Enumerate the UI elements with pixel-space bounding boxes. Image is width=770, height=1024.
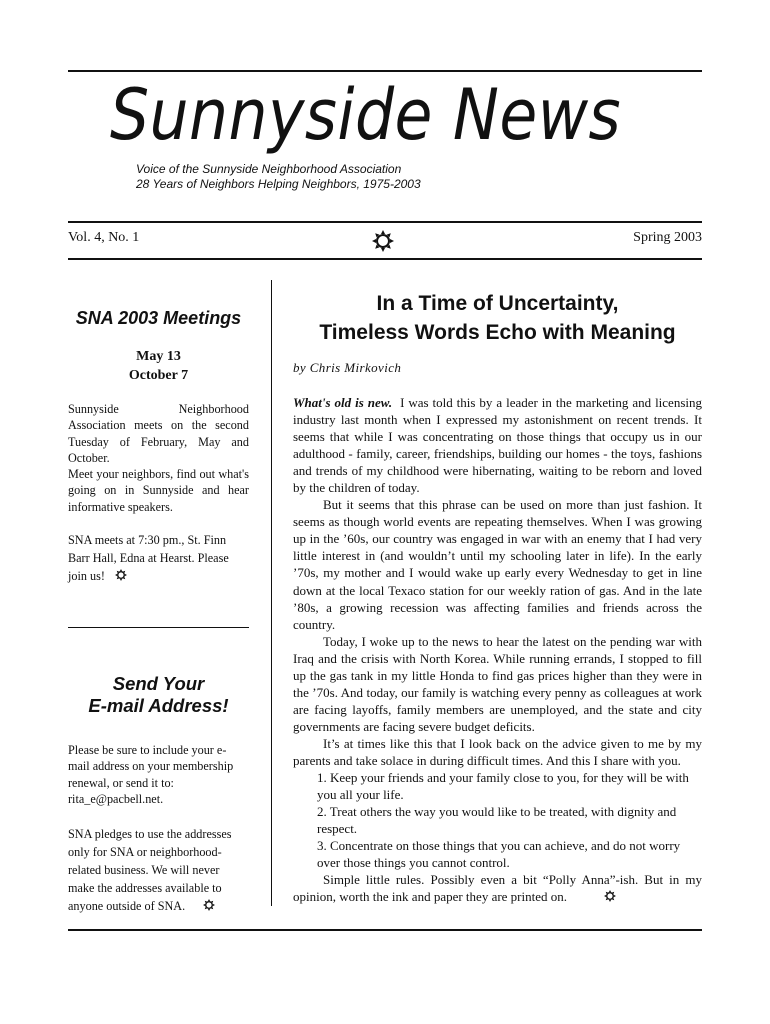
article-paragraph-5-text: Simple little rules. Possibly even a bit “Polly Anna”-ish. But in my opinion, worth the ink and paper they are printed on. — [293, 872, 702, 905]
meetings-location-block — [68, 531, 249, 585]
article-body — [293, 394, 702, 906]
sun-icon — [372, 230, 394, 257]
meeting-date-2: October 7 — [128, 368, 189, 383]
article-headline-line-1: In a Time of Uncertainty, — [376, 292, 619, 315]
end-mark-icon — [574, 889, 616, 906]
article-headline — [293, 289, 702, 347]
meeting-date-1: May 13 — [136, 349, 181, 364]
masthead-tagline-1: Voice of the Sunnyside Neighborhood Association — [136, 162, 402, 176]
email-heading — [68, 673, 249, 717]
email-instructions-text: Please be sure to include your e-mail address on your membership renewal, or send it to: rita_e@pacbell.net. — [68, 743, 234, 806]
email-heading-line-2: E-mail Address! — [88, 695, 229, 716]
article-paragraph-1-text: I was told this by a leader in the marketing and licensing industry last month when I expressed my astonishment on recent trends. It seems that while I was concentrating on those things that occupy us in our adulthood - family, career, friendships, building our homes - the toys, fashions and trends of my childhood were hibernating, waiting to be reborn and loved by the children of today. — [293, 395, 703, 496]
article-byline: by Chris Mirkovich — [293, 360, 402, 375]
column-divider — [271, 280, 272, 906]
top-rule — [68, 70, 702, 72]
meetings-heading: SNA 2003 Meetings — [75, 308, 242, 328]
article-paragraph-4: It’s at times like this that I look back on the advice given to me by my parents and take solace in during difficult times. And this I share with you. — [293, 735, 702, 768]
article-rule-1: 1. Keep your friends and your family close to you, for they will be with you all your life. — [317, 770, 689, 803]
volume-top-rule — [68, 221, 702, 223]
end-mark-icon — [115, 569, 127, 581]
article-lead-in: What's old is new. — [293, 395, 393, 410]
email-privacy-block — [68, 825, 244, 916]
masthead-title: Sunnyside News — [110, 74, 622, 156]
article-rule-2: 2. Treat others the way you would like to be treated, with dignity and respect. — [317, 804, 677, 837]
article-headline-line-2: Timeless Words Echo with Meaning — [319, 321, 676, 344]
issue-season: Spring 2003 — [633, 230, 702, 245]
volume-bottom-rule — [68, 258, 702, 260]
meeting-dates — [68, 347, 249, 385]
article-paragraph-3: Today, I woke up to the news to hear the latest on the pending war with Iraq and the crisis with North Korea. While running errands, I stopped to fill up the gas tank in my little Honda to find gas prices higher than they were in the ’70s. And today, our family is watching every penny as colleagues at work are facing layoffs, family members are unemployed, and the state and city governments are facing severe budget deficits. — [293, 633, 702, 734]
end-mark-icon — [203, 898, 215, 916]
email-privacy-text: SNA pledges to use the addresses only for SNA or neighborhood-related business. We will never make the addresses available to anyone outside of SNA. — [68, 827, 232, 913]
article-rule-3: 3. Concentrate on those things that you can achieve, and do not worry over those things you cannot control. — [317, 838, 681, 871]
article-paragraph-1 — [293, 394, 702, 496]
volume-number: Vol. 4, No. 1 — [68, 230, 140, 245]
meetings-invite-text: Meet your neighbors, find out what's going on in Sunnyside and hear informative speakers. — [68, 467, 249, 514]
left-section-rule — [68, 627, 249, 628]
meetings-location-text: SNA meets at 7:30 pm., St. Finn Barr Hall, Edna at Hearst. Please join us! — [68, 533, 229, 583]
meetings-schedule-text: Sunnyside Neighborhood Association meets on the second Tuesday of February, May and October. — [68, 402, 249, 465]
email-heading-line-1: Send Your — [112, 673, 205, 694]
article-paragraph-2: But it seems that this phrase can be used on more than just fashion. It seems as though world events are repeating themselves. When I was growing up in the ’60s, our country was engaged in war with an enemy that I had very little interest in (and wouldn’t until my schooling later in life). In the early ’70s, my mother and I would wake up early every Wednesday to get in line down at the local Texaco station for our weekly ration of gas. And in the late ’80s, a growing recession was affecting families and friends across the country. — [293, 497, 702, 632]
bottom-rule — [68, 929, 702, 931]
article-paragraph-5 — [293, 871, 702, 906]
masthead-tagline-2: 28 Years of Neighbors Helping Neighbors, 1975-2003 — [136, 177, 421, 191]
